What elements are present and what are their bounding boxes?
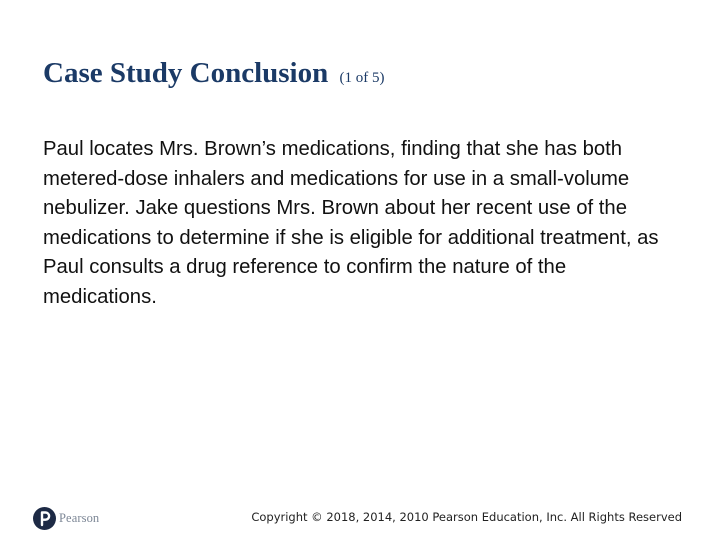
slide-title [43,56,385,91]
pearson-logo-text: Pearson [59,510,100,525]
slide-body-text: Paul locates Mrs. Brown’s medications, finding that she has both metered-dose inhalers and medications for use in a small-volume nebulizer. Jake questions Mrs. Brown about her recent use of the medications to determine if she is eligible for additional treatment, as Paul consults a drug reference to confirm the nature of the medications. [43,138,659,308]
slide-title-suffix: (1 of 5) [339,70,385,86]
pearson-logo [33,505,99,531]
copyright-notice: Copyright © 2018, 2014, 2010 Pearson Education, Inc. All Rights Reserved [251,510,682,524]
slide-title-text: Case Study Conclusion [43,57,329,89]
pearson-logo-icon [33,507,56,530]
